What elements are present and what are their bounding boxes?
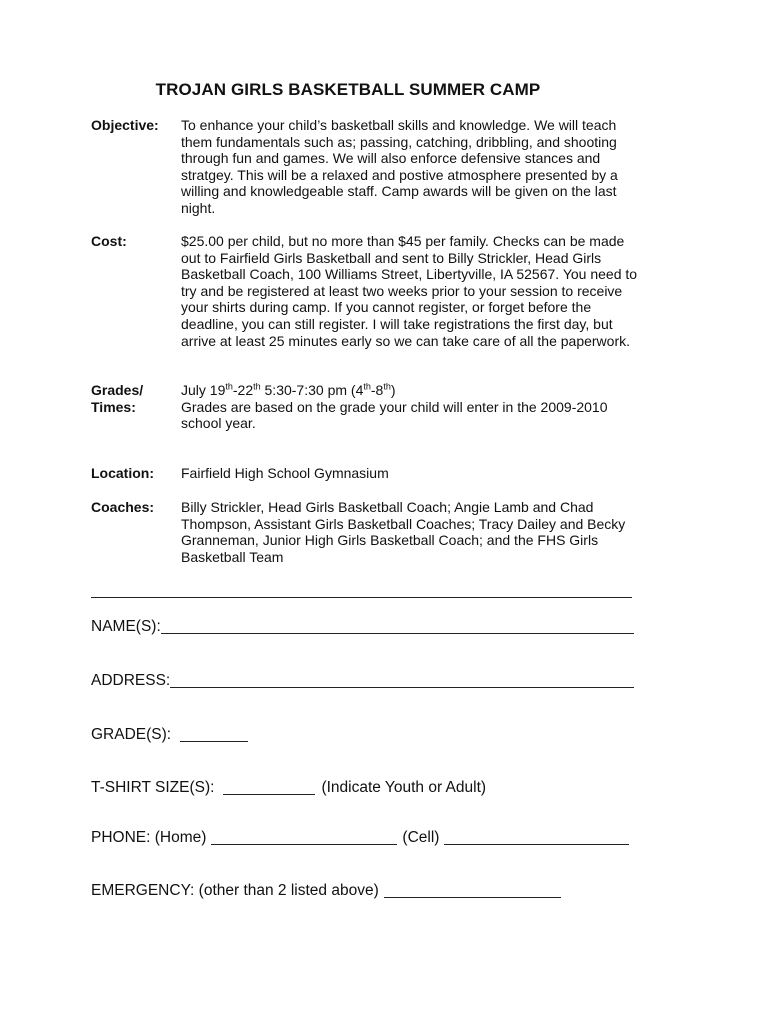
names-blank[interactable] bbox=[161, 619, 634, 634]
grades-form-label: GRADE(S): bbox=[91, 726, 172, 743]
coaches-label: Coaches: bbox=[91, 499, 155, 515]
objective-text: To enhance your child’s basketball skills and knowledge. We will teach them fundamentals such as; passing, catching, dribbling, and shooting through fun and games. We will also enforce defensive stances and stratgey. This will be a relaxed and postive atmosphere presented by a willing and knowledgeable staff. Camp awards will be given on the last night. bbox=[181, 117, 618, 216]
grades-note: Grades are based on the grade your child will enter in the 2009-2010 school year. bbox=[181, 398, 608, 432]
address-label: ADDRESS: bbox=[91, 672, 171, 689]
address-field bbox=[91, 672, 634, 690]
tshirt-note: (Indicate Youth or Adult) bbox=[321, 779, 487, 796]
location-text: Fairfield High School Gymnasium bbox=[181, 465, 389, 481]
emergency-blank[interactable] bbox=[384, 883, 561, 898]
names-field bbox=[91, 618, 634, 636]
page-title: TROJAN GIRLS BASKETBALL SUMMER CAMP bbox=[155, 80, 541, 99]
tshirt-field bbox=[91, 779, 486, 797]
phone-home-blank[interactable] bbox=[211, 830, 397, 845]
tshirt-label: T-SHIRT SIZE(S): bbox=[91, 779, 215, 796]
emergency-field bbox=[91, 882, 561, 900]
grades-label: Grades/ bbox=[91, 382, 144, 398]
address-blank[interactable] bbox=[170, 673, 634, 688]
grades-times-text bbox=[181, 382, 641, 432]
tshirt-blank[interactable] bbox=[223, 780, 315, 795]
phone-home-label: PHONE: (Home) bbox=[91, 829, 207, 846]
cost-label: Cost: bbox=[91, 233, 127, 249]
objective-label: Objective: bbox=[91, 117, 159, 133]
times-label: Times: bbox=[91, 398, 136, 415]
schedule-line: July 19th-22th 5:30-7:30 pm (4th-8th) bbox=[181, 381, 396, 398]
grades-times-label bbox=[91, 382, 179, 415]
emergency-label: EMERGENCY: (other than 2 listed above) bbox=[91, 882, 379, 899]
section-divider bbox=[91, 597, 632, 598]
cost-text: $25.00 per child, but no more than $45 per family. Checks can be made out to Fairfield Girls Basketball and sent to Billy Strickler, Head Girls Basketball Coach, 100 Williams Street, Libertyville, IA 52567. You need to try and be registered at least two weeks prior to your session to receive your shirts during camp. If you cannot register, or forget before the deadline, you can still register. I will take registrations the first day, but arrive at least 25 minutes early so we can take care of all the paperwork. bbox=[181, 233, 638, 349]
grades-blank[interactable] bbox=[180, 727, 248, 742]
coaches-text: Billy Strickler, Head Girls Basketball Coach; Angie Lamb and Chad Thompson, Assistant Girls Basketball Coaches; Tracy Dailey and Becky Granneman, Junior High Girls Basketball Coach; and the FHS Girls Basketball Team bbox=[181, 499, 626, 565]
location-label: Location: bbox=[91, 465, 154, 481]
grades-field bbox=[91, 726, 248, 744]
names-label: NAME(S): bbox=[91, 618, 161, 635]
phone-cell-blank[interactable] bbox=[444, 830, 629, 845]
phone-cell-label: (Cell) bbox=[402, 829, 440, 846]
phone-field bbox=[91, 829, 629, 847]
